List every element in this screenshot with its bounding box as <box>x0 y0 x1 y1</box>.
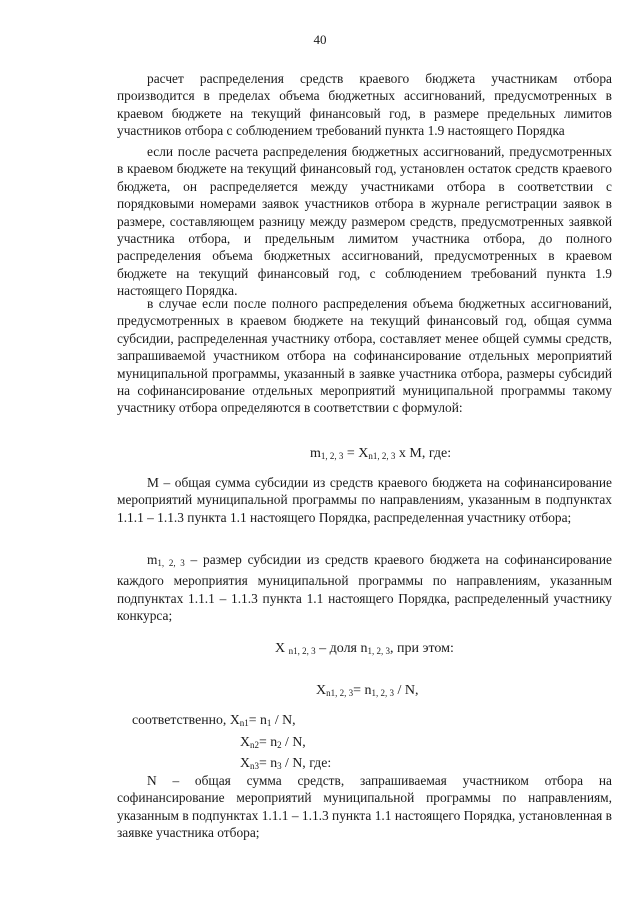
correspondence-lead: соответственно, <box>132 712 230 727</box>
formula-text: / N, <box>281 733 306 749</box>
correspondence-row <box>132 733 331 755</box>
formula-symbol: m <box>310 446 321 461</box>
formula-subscript: 1, 2, 3 <box>367 646 390 656</box>
formula-subscript: n3 <box>249 761 259 772</box>
formula-subsidy <box>310 446 451 462</box>
paragraph-M-definition <box>117 474 612 526</box>
formula-subscript: 1, 2, 3 <box>320 451 344 461</box>
formula-text: – доля n <box>315 641 368 656</box>
paragraph-body: – размер субсидии из средств краевого бюджета на софинансирование каждого мероприятия муниципальной программы по направлениям, указанным подпунктах 1.1.1 – 1.1.3 пункта 1.1 настоящего Порядка, распределенный участнику конкурса; <box>117 552 612 624</box>
paragraph-text <box>117 551 612 625</box>
formula-subscript: n1 <box>239 718 249 728</box>
formula-ratio <box>316 683 419 699</box>
formula-text: = n <box>258 733 278 749</box>
formula-subscript: 3 <box>277 761 282 772</box>
paragraph-distribution-calc <box>117 70 612 140</box>
formula-text: , при этом: <box>390 641 454 656</box>
formula-symbol: m <box>147 552 158 567</box>
paragraph-N-definition <box>117 772 612 842</box>
formula-text: = n <box>258 755 278 771</box>
formula-text: = n <box>353 683 372 698</box>
paragraph-text: в случае если после полного распределения объема бюджетных ассигнований, предусмотренных в краевом бюджете на текущий финансовый год, общая сумма субсидии, распределенная участнику отбора, составляет менее общей суммы средств, запрашиваемой участником отбора на софинансирование отдельных мероприятий муниципальной программы, указанный в заявке участника отбора, размеры субсидий на софинансирование отдельных мероприятий муниципальной программы такому участнику отбора определяются в соответствии с формулой: <box>117 296 612 416</box>
formula-subscript: 2 <box>277 739 282 750</box>
page-number: 40 <box>313 32 327 47</box>
formula-symbol: = X <box>343 446 369 461</box>
paragraph-text: M – общая сумма субсидии из средств краевого бюджета на софинансирование мероприятий муниципальной программы по направлениям, указанным в подпунктах 1.1.1 – 1.1.3 пункта 1.1 настоящего Порядка, распределенная участнику отбора; <box>117 475 612 525</box>
formula-subscript: 1 <box>266 718 272 728</box>
paragraph-remainder <box>117 143 612 300</box>
formula-symbol: X <box>240 733 250 749</box>
formula-subscript: 1, 2, 3 <box>371 688 395 698</box>
paragraph-m-definition <box>117 551 612 625</box>
formula-subscript: n2 <box>249 739 259 750</box>
formula-subscript: n1, 2, 3 <box>326 688 354 698</box>
formula-correspondence <box>132 711 331 776</box>
paragraph-text: N – общая сумма средств, запрашиваемая участником отбора на софинансирование мероприятий муниципальной программы по направлениям, указанным в подпунктах 1.1.1 – 1.1.3 пункта 1.1 настоящего Порядка, установленная в заявке участника отбора; <box>117 773 612 841</box>
paragraph-full-distribution <box>117 295 612 417</box>
formula-text: / N, <box>394 683 419 698</box>
formula-text: / N, <box>271 712 296 727</box>
formula-symbol: X <box>240 755 250 771</box>
formula-subscript: 1, 2, 3 <box>157 558 185 568</box>
formula-symbol: X <box>316 683 327 698</box>
formula-text: / N, где: <box>281 755 332 771</box>
correspondence-row <box>132 711 331 733</box>
formula-text: x M, где: <box>395 446 452 461</box>
formula-subscript: n1, 2, 3 <box>368 451 396 461</box>
formula-share <box>275 641 454 657</box>
formula-text: = n <box>248 712 267 727</box>
formula-subscript: n1, 2, 3 <box>288 646 316 656</box>
paragraph-text: если после расчета распределения бюджетных ассигнований, предусмотренных в краевом бюджете на текущий финансовый год, установлен остаток средств краевого бюджета, он распределяется между участниками отбора в соответствии с порядковыми номерами заявок участников отбора в журнале регистрации заявок в размере, составляющем разницу между размером средств, предусмотренных заявкой участника отбора, и предельным лимитом участника отбора, до полного распределения объема бюджетных ассигнований, предусмотренных в краевом бюджете на текущий финансовый год, с соблюдением требований пункта 1.9 настоящего Порядка. <box>117 144 612 299</box>
formula-symbol: X <box>275 641 289 656</box>
paragraph-text: расчет распределения средств краевого бюджета участникам отбора производится в пределах объема бюджетных ассигнований, предусмотренных в краевом бюджете на текущий финансовый год, в размере предельных лимитов участников отбора с соблюдением требований пункта 1.9 настоящего Порядка <box>117 71 612 139</box>
formula-symbol: X <box>229 712 240 727</box>
